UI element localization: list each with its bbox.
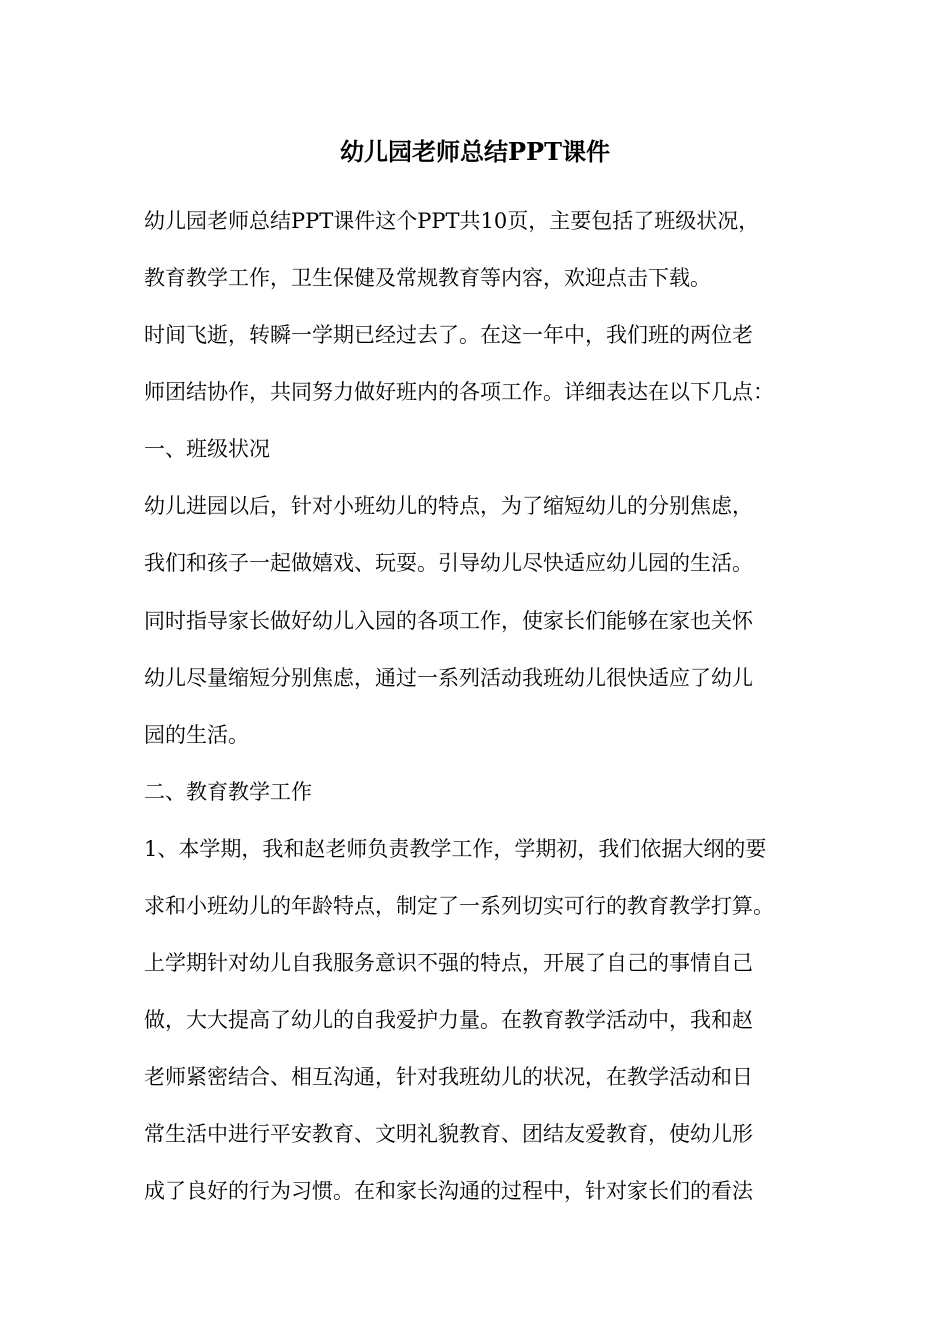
paragraph-line: 求和小班幼儿的年龄特点，制定了一系列切实可行的教育教学打算。 (144, 894, 774, 918)
paragraph-line: 我们和孩子一起做嬉戏、玩耍。引导幼儿尽快适应幼儿园的生活。 (144, 551, 753, 575)
paragraph-line: 时间飞逝，转瞬一学期已经过去了。在这一年中，我们班的两位老 (144, 323, 753, 347)
paragraph-line: 幼儿进园以后，针对小班幼儿的特点，为了缩短幼儿的分别焦虑， (144, 494, 753, 518)
paragraph-line: 上学期针对幼儿自我服务意识不强的特点，开展了自己的事情自己 (144, 951, 753, 975)
section-heading: 一、班级状况 (144, 437, 270, 461)
paragraph-line: 同时指导家长做好幼儿入园的各项工作，使家长们能够在家也关怀 (144, 609, 753, 633)
section-heading: 二、教育教学工作 (144, 780, 312, 804)
paragraph-line: 幼儿园老师总结PPT课件这个PPT共10页，主要包括了班级状况， (144, 209, 760, 233)
paragraph-line: 园的生活。 (144, 723, 249, 747)
paragraph-line: 常生活中进行平安教育、文明礼貌教育、团结友爱教育，使幼儿形 (144, 1122, 753, 1146)
paragraph-line: 成了良好的行为习惯。在和家长沟通的过程中，针对家长们的看法 (144, 1179, 753, 1203)
paragraph-line: 1、本学期，我和赵老师负责教学工作，学期初，我们依据大纲的要 (144, 837, 767, 861)
paragraph-line: 做，大大提高了幼儿的自我爱护力量。在教育教学活动中，我和赵 (144, 1008, 753, 1032)
paragraph-line: 老师紧密结合、相互沟通，针对我班幼儿的状况，在教学活动和日 (144, 1065, 753, 1089)
paragraph-line: 教育教学工作，卫生保健及常规教育等内容，欢迎点击下载。 (144, 266, 711, 290)
paragraph-line: 师团结协作，共同努力做好班内的各项工作。详细表达在以下几点： (144, 380, 774, 404)
document-title: 幼儿园老师总结PPT课件 (340, 137, 610, 166)
paragraph-line: 幼儿尽量缩短分别焦虑，通过一系列活动我班幼儿很快适应了幼儿 (144, 666, 753, 690)
